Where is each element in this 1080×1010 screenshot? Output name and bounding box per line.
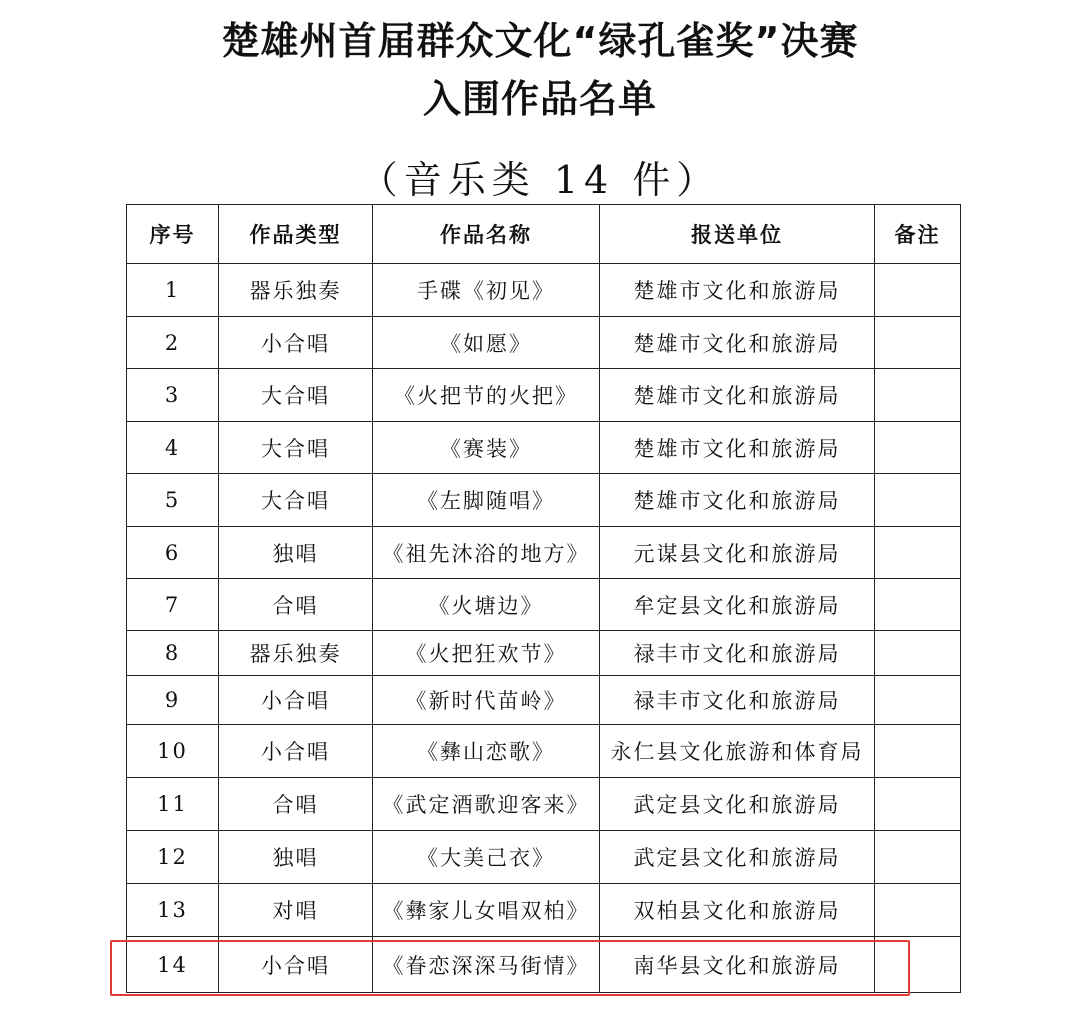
category-subtitle: （音乐类 14 件）	[359, 158, 721, 202]
cell-type: 对唱	[219, 884, 373, 937]
cell-note	[875, 264, 961, 317]
cell-unit: 楚雄市文化和旅游局	[600, 369, 875, 422]
cell-name: 《赛装》	[373, 422, 600, 474]
table-row	[127, 937, 961, 993]
cell-name: 《彝家儿女唱双柏》	[373, 884, 600, 937]
cell-index: 8	[127, 631, 219, 676]
cell-type: 器乐独奏	[219, 631, 373, 676]
cell-type: 大合唱	[219, 474, 373, 527]
cell-type: 器乐独奏	[219, 264, 373, 317]
cell-unit: 禄丰市文化和旅游局	[600, 631, 875, 676]
cell-unit: 武定县文化和旅游局	[600, 831, 875, 884]
page-title-second-line: 入围作品名单	[422, 77, 657, 121]
cell-note	[875, 831, 961, 884]
cell-index: 2	[127, 317, 219, 369]
cell-index: 4	[127, 422, 219, 474]
cell-note	[875, 884, 961, 937]
column-header-index: 序号	[127, 205, 219, 264]
table-row	[127, 317, 961, 369]
cell-unit: 南华县文化和旅游局	[600, 937, 875, 993]
cell-name: 《大美己衣》	[373, 831, 600, 884]
cell-unit: 楚雄市文化和旅游局	[600, 264, 875, 317]
table-header-row	[127, 205, 961, 264]
cell-note	[875, 474, 961, 527]
cell-index: 14	[127, 937, 219, 993]
cell-type: 合唱	[219, 579, 373, 631]
cell-unit: 永仁县文化旅游和体育局	[600, 725, 875, 778]
cell-note	[875, 631, 961, 676]
cell-index: 7	[127, 579, 219, 631]
table-row	[127, 422, 961, 474]
column-header-type: 作品类型	[219, 205, 373, 264]
cell-type: 小合唱	[219, 937, 373, 993]
cell-type: 小合唱	[219, 317, 373, 369]
cell-unit: 元谋县文化和旅游局	[600, 527, 875, 579]
cell-index: 1	[127, 264, 219, 317]
cell-unit: 禄丰市文化和旅游局	[600, 676, 875, 725]
cell-note	[875, 676, 961, 725]
table-row	[127, 474, 961, 527]
table-row	[127, 676, 961, 725]
cell-unit: 楚雄市文化和旅游局	[600, 317, 875, 369]
table-row	[127, 725, 961, 778]
cell-unit: 双柏县文化和旅游局	[600, 884, 875, 937]
cell-type: 大合唱	[219, 422, 373, 474]
cell-type: 独唱	[219, 527, 373, 579]
table-row	[127, 264, 961, 317]
cell-name: 《火塘边》	[373, 579, 600, 631]
cell-note	[875, 369, 961, 422]
column-header-name: 作品名称	[373, 205, 600, 264]
cell-index: 13	[127, 884, 219, 937]
cell-unit: 楚雄市文化和旅游局	[600, 422, 875, 474]
cell-note	[875, 422, 961, 474]
cell-type: 小合唱	[219, 676, 373, 725]
table-row	[127, 884, 961, 937]
cell-unit: 武定县文化和旅游局	[600, 778, 875, 831]
column-header-note: 备注	[875, 205, 961, 264]
cell-name: 《左脚随唱》	[373, 474, 600, 527]
cell-name: 手碟《初见》	[373, 264, 600, 317]
cell-index: 10	[127, 725, 219, 778]
cell-note	[875, 527, 961, 579]
table-row	[127, 831, 961, 884]
cell-name: 《新时代苗岭》	[373, 676, 600, 725]
cell-index: 12	[127, 831, 219, 884]
cell-note	[875, 778, 961, 831]
finalist-table	[126, 204, 961, 993]
cell-type: 合唱	[219, 778, 373, 831]
cell-name: 《火把节的火把》	[373, 369, 600, 422]
cell-unit: 牟定县文化和旅游局	[600, 579, 875, 631]
table-row	[127, 579, 961, 631]
page-title: 楚雄州首届群众文化“绿孔雀奖”决赛	[221, 19, 859, 63]
cell-name: 《眷恋深深马街情》	[373, 937, 600, 993]
table-row	[127, 778, 961, 831]
cell-index: 5	[127, 474, 219, 527]
cell-type: 小合唱	[219, 725, 373, 778]
cell-name: 《如愿》	[373, 317, 600, 369]
cell-index: 3	[127, 369, 219, 422]
cell-name: 《祖先沐浴的地方》	[373, 527, 600, 579]
table-row	[127, 631, 961, 676]
cell-unit: 楚雄市文化和旅游局	[600, 474, 875, 527]
cell-name: 《火把狂欢节》	[373, 631, 600, 676]
cell-type: 大合唱	[219, 369, 373, 422]
table-row	[127, 369, 961, 422]
cell-index: 11	[127, 778, 219, 831]
cell-index: 6	[127, 527, 219, 579]
column-header-unit: 报送单位	[600, 205, 875, 264]
cell-type: 独唱	[219, 831, 373, 884]
table-row	[127, 527, 961, 579]
cell-note	[875, 317, 961, 369]
cell-note	[875, 725, 961, 778]
cell-note	[875, 937, 961, 993]
cell-index: 9	[127, 676, 219, 725]
cell-name: 《彝山恋歌》	[373, 725, 600, 778]
cell-note	[875, 579, 961, 631]
cell-name: 《武定酒歌迎客来》	[373, 778, 600, 831]
